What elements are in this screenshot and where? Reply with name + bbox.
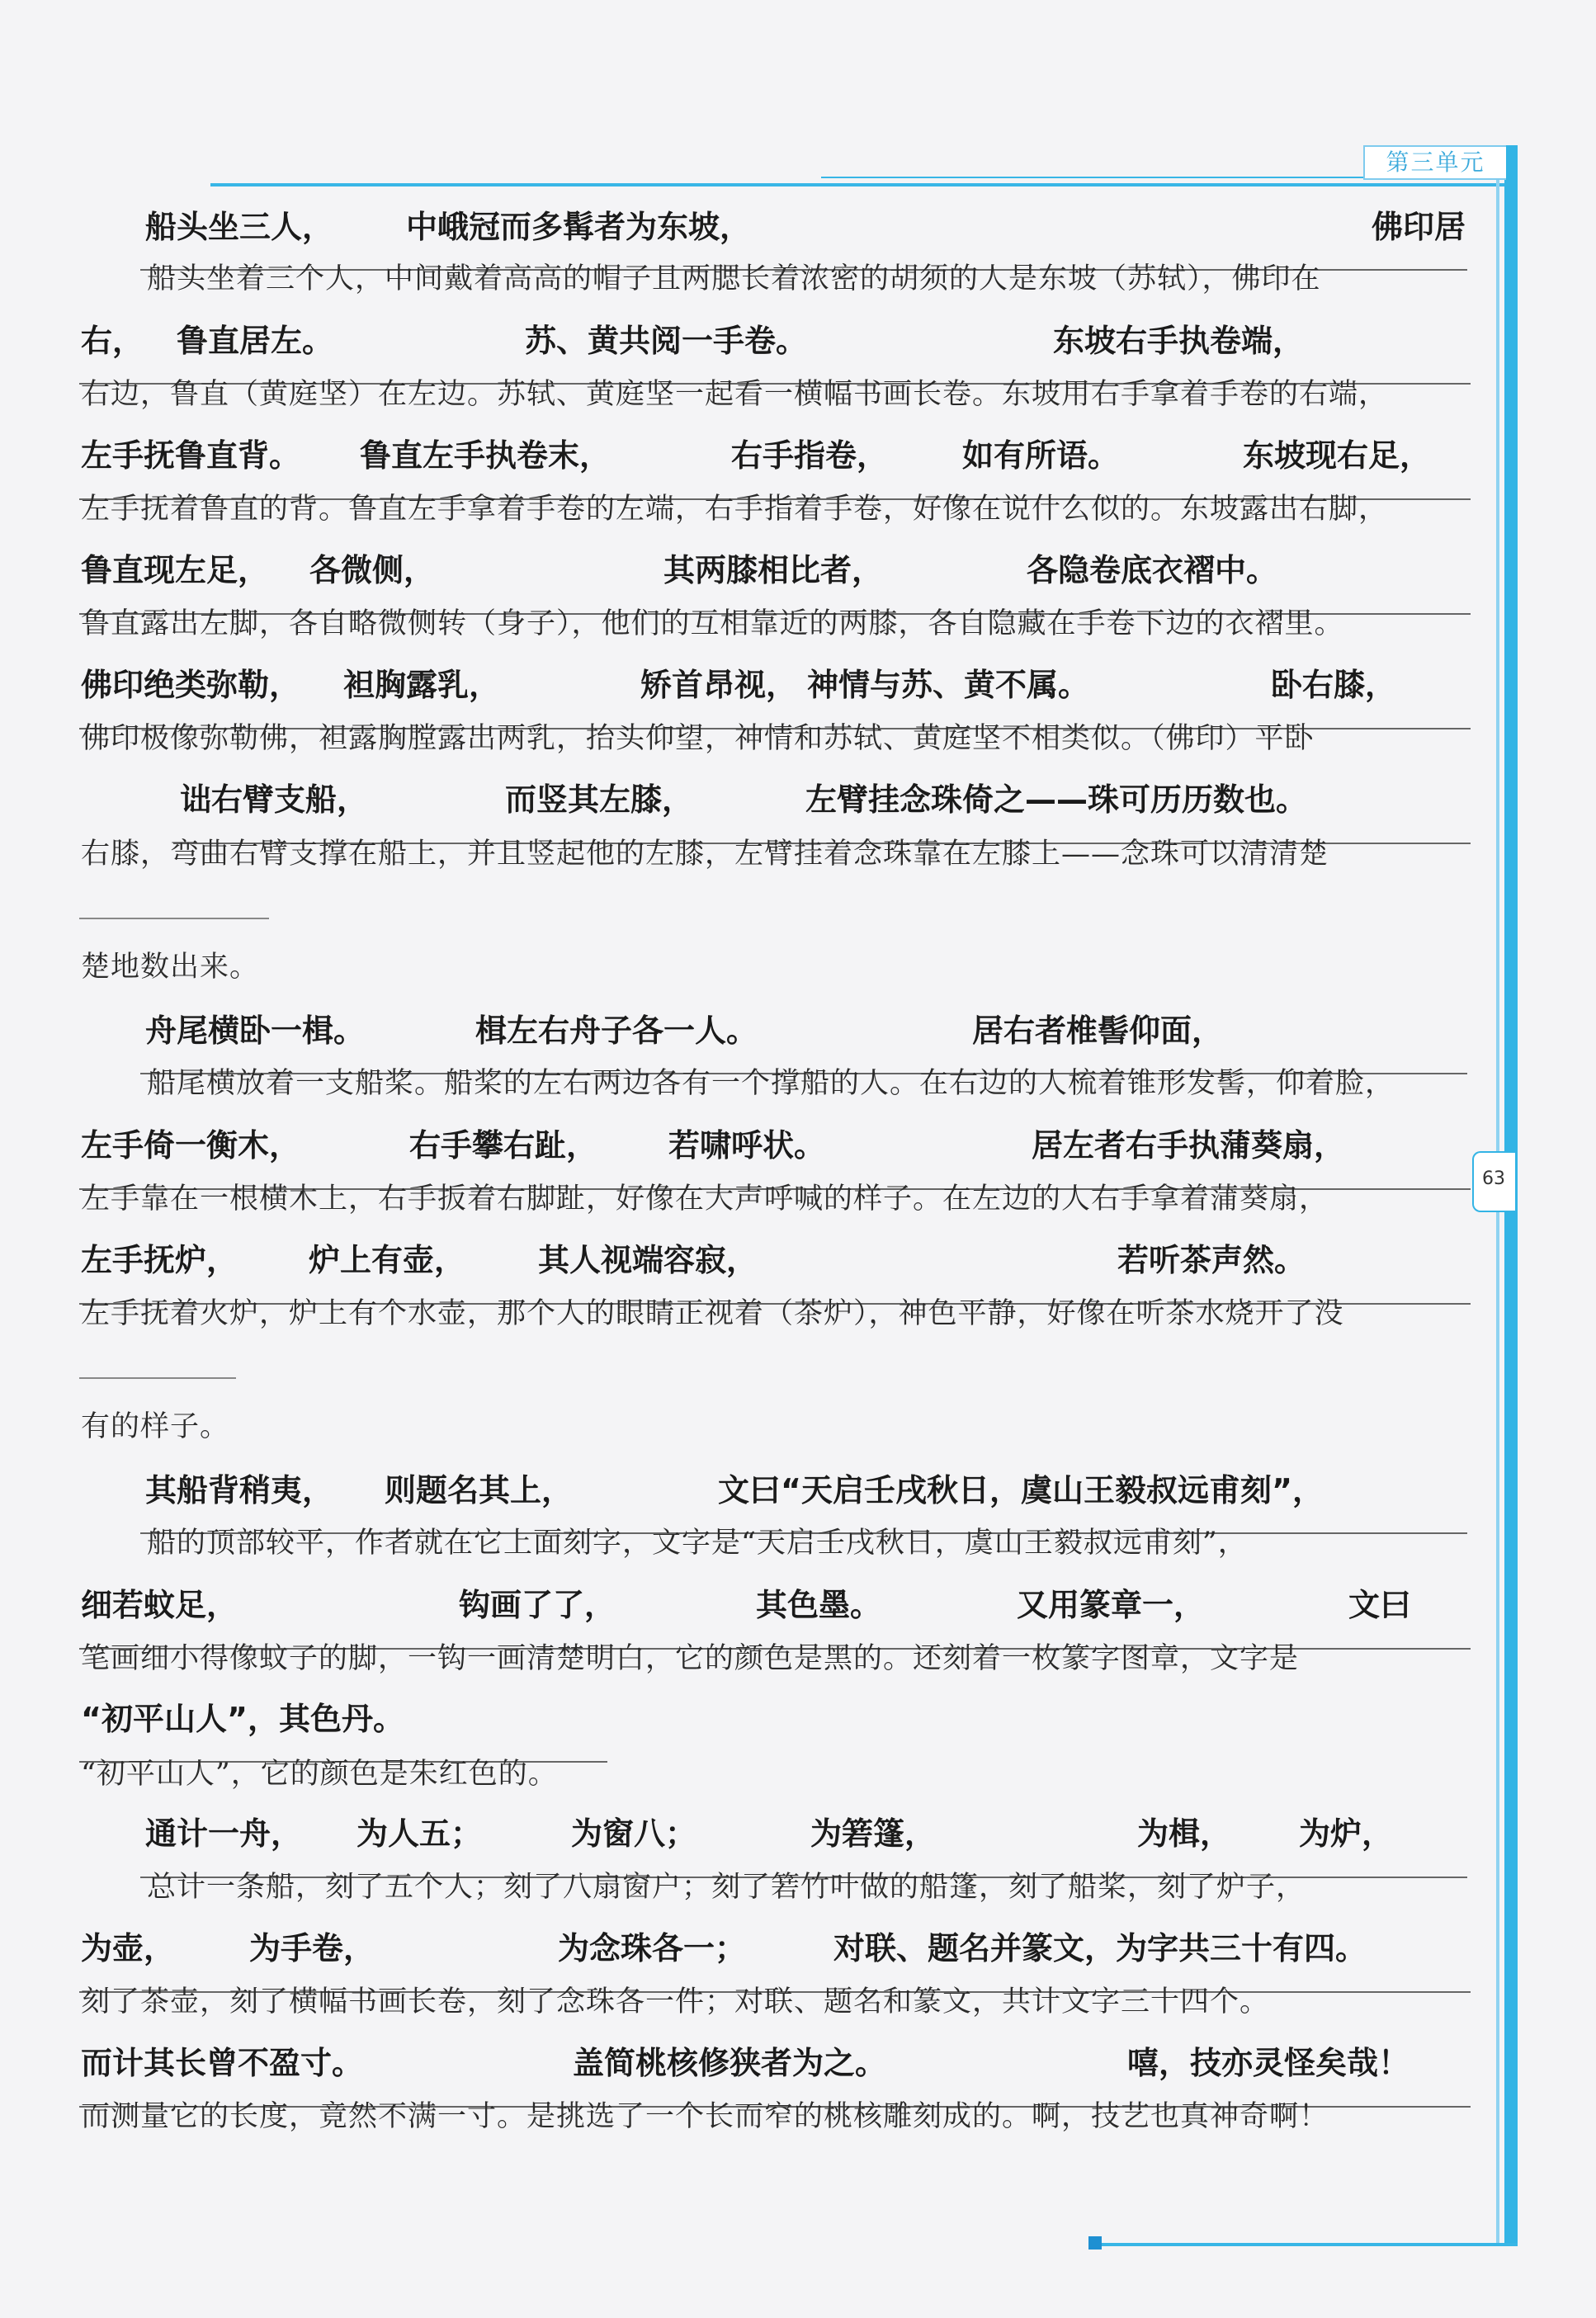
original-text-segment: 右手指卷， [731, 437, 889, 474]
original-text-segment: 船头坐三人， [145, 209, 334, 245]
footer-square-marker [1088, 2236, 1102, 2250]
original-text-segment: 细若蚊足， [81, 1587, 238, 1623]
original-text-segment: 居左者右手执蒲葵扇， [1032, 1127, 1346, 1164]
original-text-segment: 苏、黄共阅一手卷。 [525, 323, 808, 359]
original-text-segment: 为人五； [357, 1815, 483, 1852]
original-text-segment: 为壶， [81, 1930, 176, 1966]
translation-line: 有的样子。 [81, 1410, 230, 1443]
translation-line: 船头坐着三个人，中间戴着高高的帽子且两腮长着浓密的胡须的人是东坡（苏轼），佛印在 [147, 262, 1321, 295]
original-text-segment: 其色墨。 [756, 1587, 882, 1623]
original-text-segment: 为箬篷， [810, 1815, 937, 1852]
original-text-segment: 楫左右舟子各一人。 [475, 1013, 758, 1049]
original-text-segment: 左臂挂念珠倚之——珠可历历数也。 [805, 781, 1308, 818]
translation-line: 左手抚着鲁直的背。鲁直左手拿着手卷的左端，右手指着手卷，好像在说什么似的。东坡露出右脚， [81, 493, 1389, 526]
original-text-segment: 右手攀右趾， [409, 1127, 598, 1164]
original-text-segment: 左手抚炉， [81, 1242, 238, 1278]
original-text-segment: 鲁直居左。 [177, 323, 334, 359]
original-text-segment: 各隐卷底衣褶中。 [1027, 552, 1278, 588]
original-text-segment: 其两膝相比者， [663, 552, 884, 588]
translation-line: 总计一条船，刻了五个人；刻了八扇窗户；刻了箬竹叶做的船篷，刻了船桨，刻了炉子， [147, 1871, 1306, 1904]
original-text-segment: 嘻，技亦灵怪矣哉！ [1127, 2045, 1410, 2081]
original-text-segment: 舟尾横卧一楫。 [145, 1013, 366, 1049]
translation-line: 笔画细小得像蚊子的脚，一钩一画清楚明白，它的颜色是黑的。还刻着一枚篆字图章，文字是 [81, 1642, 1300, 1675]
original-text-segment: 通计一舟， [145, 1815, 303, 1852]
original-text-segment: 为手卷， [249, 1930, 375, 1966]
original-text-segment: 神情与苏、黄不属。 [807, 667, 1090, 703]
original-text-segment: 盖简桃核修狭者为之。 [573, 2045, 887, 2081]
original-text-segment: 诎右臂支船， [180, 781, 369, 818]
original-text-segment: “初平山人”，其色丹。 [81, 1701, 404, 1737]
original-text-segment: 为炉， [1299, 1815, 1394, 1852]
translation-line: 船尾横放着一支船桨。船桨的左右两边各有一个撑船的人。在右边的人梳着锥形发髻，仰着脸， [147, 1067, 1395, 1100]
original-text-segment: 佛印绝类弥勒， [81, 667, 301, 703]
original-text-segment: 各微侧， [309, 552, 436, 588]
original-text-segment: 而计其长曾不盈寸。 [81, 2045, 364, 2081]
translation-line: 而测量它的长度，竟然不满一寸。是挑选了一个长而窄的桃核雕刻成的。啊，技艺也真神奇啊！ [81, 2100, 1329, 2133]
original-text-segment: 炉上有壶， [309, 1242, 466, 1278]
original-text-segment: 矫首昂视， [640, 667, 798, 703]
original-text-segment: 佛印居 [1372, 209, 1466, 245]
translation-line: 右膝，弯曲右臂支撑在船上，并且竖起他的左膝，左臂挂着念珠靠在左膝上——念珠可以清清楚 [81, 838, 1329, 871]
original-text-segment: 左手倚一衡木， [81, 1127, 301, 1164]
original-text-segment: 文曰 [1348, 1587, 1412, 1623]
original-text-segment: 鲁直现左足， [81, 552, 270, 588]
translation-line: 左手抚着火炉，炉上有个水壶，那个人的眼睛正视着（茶炉），神色平静，好像在听茶水烧开了没 [81, 1297, 1344, 1330]
translation-line: 刻了茶壶，刻了横幅书画长卷，刻了念珠各一件；对联、题名和篆文，共计文字三十四个。 [81, 1985, 1270, 2018]
translation-line: 楚地数出来。 [81, 951, 260, 984]
original-text-segment: 左手抚鲁直背。 [81, 437, 301, 474]
original-text-segment: 钩画了了， [459, 1587, 616, 1623]
original-text-segment: 如有所语。 [962, 437, 1120, 474]
translation-line: 鲁直露出左脚，各自略微侧转（身子），他们的互相靠近的两膝，各自隐藏在手卷下边的衣褶里。 [81, 607, 1344, 640]
original-text-segment: 中峨冠而多髯者为东坡， [406, 209, 752, 245]
page-number: 63 [1482, 1168, 1505, 1189]
original-text-segment: 为念珠各一； [558, 1930, 747, 1966]
header-rule [210, 183, 1504, 186]
original-text-segment: 卧右膝， [1271, 667, 1397, 703]
original-text-segment: 又用篆章一， [1017, 1587, 1206, 1623]
translation-line: 船的顶部较平，作者就在它上面刻字，文字是“天启壬戌秋日，虞山王毅叔远甫刻”， [147, 1527, 1248, 1560]
original-text-segment: 居右者椎髻仰面， [972, 1013, 1224, 1049]
original-text-segment: 其人视端容寂， [538, 1242, 758, 1278]
translation-line: 右边，鲁直（黄庭坚）在左边。苏轼、黄庭坚一起看一横幅书画长卷。东坡用右手拿着手卷的右端， [81, 378, 1389, 411]
footer-rule [1098, 2243, 1518, 2246]
translation-line: “初平山人”，它的颜色是朱红色的。 [81, 1758, 558, 1791]
original-text-segment: 东坡右手执卷端， [1053, 323, 1305, 359]
original-text-segment: 东坡现右足， [1243, 437, 1432, 474]
original-text-segment: 文曰“天启壬戌秋日，虞山王毅叔远甫刻”， [718, 1472, 1324, 1508]
translation-line: 佛印极像弥勒佛，袒露胸膛露出两乳，抬头仰望，神情和苏轼、黄庭坚不相类似。（佛印）平卧 [81, 722, 1315, 755]
original-text-segment: 为窗八； [571, 1815, 697, 1852]
original-text-segment: 则题名其上， [385, 1472, 574, 1508]
original-text-segment: 鲁直左手执卷末， [360, 437, 611, 474]
original-text-segment: 若听茶声然。 [1117, 1242, 1306, 1278]
original-text-segment: 对联、题名并篆文，为字共三十有四。 [833, 1930, 1367, 1966]
original-text-segment: 袒胸露乳， [343, 667, 501, 703]
original-text-segment: 为楫， [1137, 1815, 1232, 1852]
original-text-segment: 其船背稍夷， [145, 1472, 334, 1508]
short-divider-line [79, 918, 269, 919]
translation-line: 左手靠在一根横木上，右手扳着右脚趾，好像在大声呼喊的样子。在左边的人右手拿着蒲葵扇， [81, 1183, 1329, 1216]
original-text-segment: 而竖其左膝， [505, 781, 694, 818]
original-text-segment: 右， [81, 323, 144, 359]
short-divider-line [79, 1377, 236, 1379]
original-text-segment: 若啸呼状。 [668, 1127, 826, 1164]
unit-label: 第三单元 [1363, 145, 1506, 180]
